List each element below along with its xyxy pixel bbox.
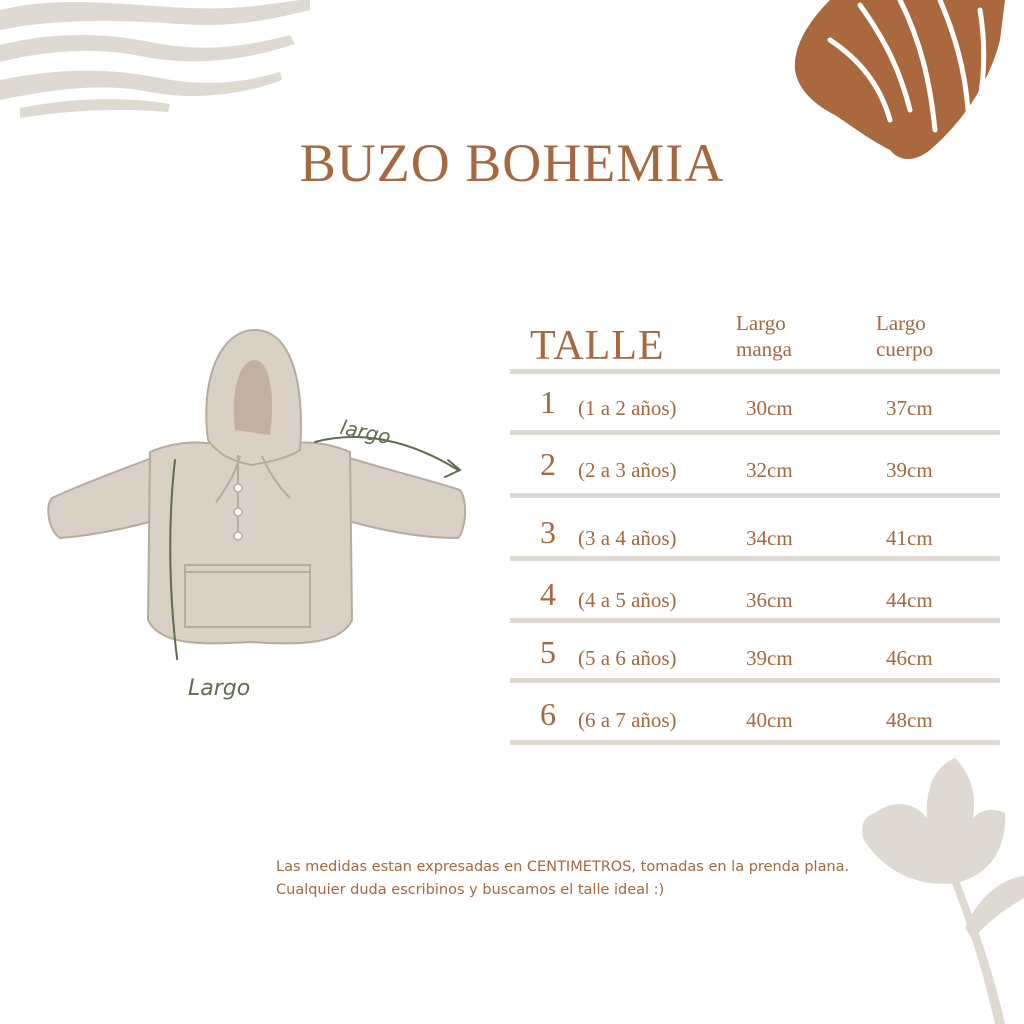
table-rule	[510, 430, 1000, 435]
age-range: (1 a 2 años)	[578, 396, 677, 420]
age-range: (3 a 4 años)	[578, 526, 677, 550]
header-manga-line1: Largo	[736, 311, 786, 335]
header-cuerpo-line1: Largo	[876, 311, 926, 335]
talle-number: 3	[540, 514, 556, 550]
header-manga-line2: manga	[736, 337, 792, 361]
largo-cuerpo-value: 48cm	[886, 708, 933, 732]
footnote-line2: Cualquier duda escribinos y buscamos el talle ideal :)	[276, 882, 665, 898]
footnote	[276, 856, 849, 902]
table-rule	[510, 678, 1000, 683]
size-table	[510, 300, 1000, 760]
table-rule	[510, 369, 1000, 374]
talle-number: 4	[540, 576, 556, 612]
talle-number: 1	[540, 384, 556, 420]
age-range: (2 a 3 años)	[578, 458, 677, 482]
largo-cuerpo-value: 39cm	[886, 458, 933, 482]
hoodie-illustration	[40, 320, 480, 660]
largo-cuerpo-value: 44cm	[886, 588, 933, 612]
table-row	[510, 514, 1000, 554]
header-largo-manga	[736, 310, 792, 362]
talle-number: 5	[540, 634, 556, 670]
largo-cuerpo-value: 41cm	[886, 526, 933, 550]
largo-cuerpo-value: 37cm	[886, 396, 933, 420]
age-range: (4 a 5 años)	[578, 588, 677, 612]
largo-manga-value: 34cm	[746, 526, 793, 550]
page-title: BUZO BOHEMIA	[299, 133, 725, 193]
largo-manga-value: 40cm	[746, 708, 793, 732]
largo-cuerpo-value: 46cm	[886, 646, 933, 670]
table-rule	[510, 618, 1000, 623]
wave-decoration	[0, 0, 310, 120]
largo-body-label: largo	[338, 414, 393, 450]
table-row	[510, 384, 1000, 424]
tulip-decoration	[855, 758, 1024, 1024]
table-row	[510, 696, 1000, 736]
talle-number: 6	[540, 696, 556, 732]
table-rule	[510, 740, 1000, 745]
table-row	[510, 446, 1000, 486]
table-row	[510, 576, 1000, 616]
age-range: (5 a 6 años)	[578, 646, 677, 670]
largo-side-label: Largo	[188, 676, 251, 701]
largo-manga-value: 32cm	[746, 458, 793, 482]
header-cuerpo-line2: cuerpo	[876, 337, 934, 361]
largo-manga-value: 30cm	[746, 396, 793, 420]
table-rule	[510, 493, 1000, 498]
talle-number: 2	[540, 446, 556, 482]
largo-manga-value: 36cm	[746, 588, 793, 612]
footnote-line1: Las medidas estan expresadas en CENTIMETROS, tomadas en la prenda plana.	[276, 859, 850, 875]
table-rule	[510, 556, 1000, 561]
header-largo-cuerpo	[876, 310, 933, 362]
table-row	[510, 634, 1000, 674]
age-range: (6 a 7 años)	[578, 708, 677, 732]
header-talle: TALLE	[530, 323, 665, 369]
largo-manga-value: 39cm	[746, 646, 793, 670]
